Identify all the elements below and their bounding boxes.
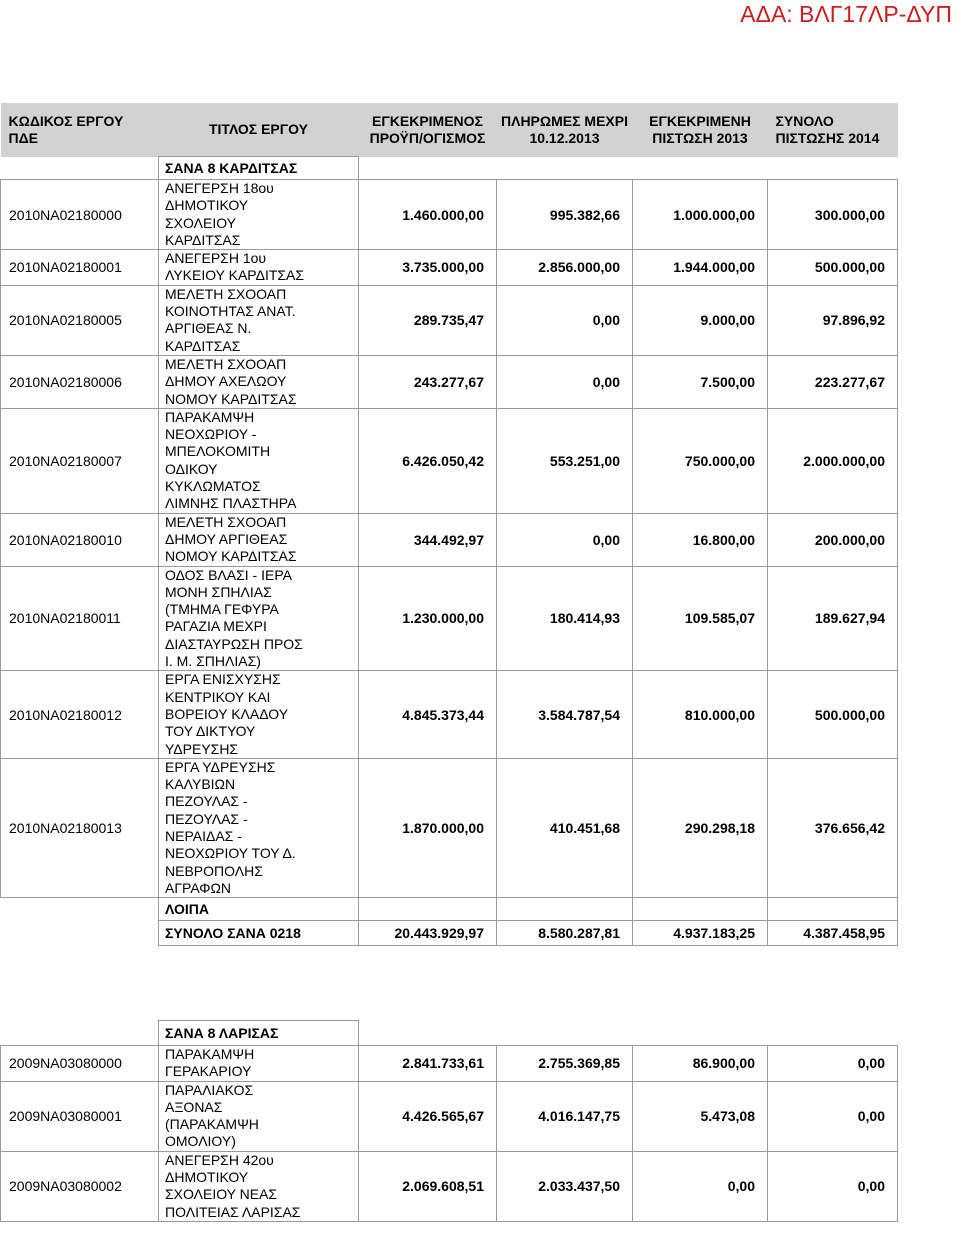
table-row bbox=[1, 408, 898, 513]
other-label: ΛΟΙΠΑ bbox=[159, 898, 359, 921]
header-credit-2013: ΕΓΚΕΚΡΙΜΕΝΗ ΠΙΣΤΩΣΗ 2013 bbox=[633, 103, 768, 157]
project-payments: 2.033.437,50 bbox=[497, 1151, 633, 1221]
table-row bbox=[1, 566, 898, 671]
project-code: 2010ΝΑ02180001 bbox=[1, 250, 159, 286]
project-code: 2010ΝΑ02180013 bbox=[1, 758, 159, 897]
table-row bbox=[1, 1151, 898, 1221]
project-title: ΟΔΟΣ ΒΛΑΣΙ - ΙΕΡΑ ΜΟΝΗ ΣΠΗΛΙΑΣ (ΤΜΗΜΑ ΓΕΦΥΡΑ ΡΑΓΑΖΙΑ ΜΕΧΡΙ ΔΙΑΣΤΑΥΡΩΣΗ ΠΡΟΣ Ι. Μ. ΣΠΗΛΙΑΣ) bbox=[159, 566, 359, 671]
project-payments: 180.414,93 bbox=[497, 566, 633, 671]
project-payments: 0,00 bbox=[497, 513, 633, 566]
project-budget: 2.069.608,51 bbox=[359, 1151, 497, 1221]
project-title: ΑΝΕΓΕΡΣΗ 42ου ΔΗΜΟΤΙΚΟΥ ΣΧΟΛΕΙΟΥ ΝΕΑΣ ΠΟΛΙΤΕΙΑΣ ΛΑΡΙΣΑΣ bbox=[159, 1151, 359, 1221]
project-budget: 289.735,47 bbox=[359, 285, 497, 355]
section-heading-row bbox=[1, 1021, 898, 1046]
project-payments: 0,00 bbox=[497, 355, 633, 408]
project-title: ΜΕΛΕΤΗ ΣΧΟΟΑΠ ΚΟΙΝΟΤΗΤΑΣ ΑΝΑΤ. ΑΡΓΙΘΕΑΣ Ν. ΚΑΡΔΙΤΣΑΣ bbox=[159, 285, 359, 355]
table-row bbox=[1, 250, 898, 286]
project-title: ΠΑΡΑΛΙΑΚΟΣ ΑΞΟΝΑΣ (ΠΑΡΑΚΑΜΨΗ ΟΜΟΛΙΟΥ) bbox=[159, 1081, 359, 1151]
project-credit-2013: 109.585,07 bbox=[633, 566, 768, 671]
project-budget: 3.735.000,00 bbox=[359, 250, 497, 286]
project-total-2014: 189.627,94 bbox=[768, 566, 898, 671]
project-code: 2009ΝΑ03080002 bbox=[1, 1151, 159, 1221]
project-credit-2013: 750.000,00 bbox=[633, 408, 768, 513]
project-budget: 2.841.733,61 bbox=[359, 1046, 497, 1082]
total-payments: 8.580.287,81 bbox=[497, 921, 633, 946]
section-heading: ΣΑΝΑ 8 ΛΑΡΙΣΑΣ bbox=[159, 1021, 359, 1046]
project-title: ΠΑΡΑΚΑΜΨΗ ΝΕΟΧΩΡΙΟΥ - ΜΠΕΛΟΚΟΜΙΤΗ ΟΔΙΚΟΥ ΚΥΚΛΩΜΑΤΟΣ ΛΙΜΝΗΣ ΠΛΑΣΤΗΡΑ bbox=[159, 408, 359, 513]
table-row bbox=[1, 355, 898, 408]
project-payments: 995.382,66 bbox=[497, 180, 633, 250]
header-payments: ΠΛΗΡΩΜΕΣ ΜΕΧΡΙ 10.12.2013 bbox=[497, 103, 633, 157]
project-budget: 1.230.000,00 bbox=[359, 566, 497, 671]
project-total-2014: 300.000,00 bbox=[768, 180, 898, 250]
project-title: ΠΑΡΑΚΑΜΨΗ ΓΕΡΑΚΑΡΙΟΥ bbox=[159, 1046, 359, 1082]
project-budget: 243.277,67 bbox=[359, 355, 497, 408]
project-budget: 344.492,97 bbox=[359, 513, 497, 566]
project-credit-2013: 0,00 bbox=[633, 1151, 768, 1221]
table-row bbox=[1, 1081, 898, 1151]
table-row bbox=[1, 1046, 898, 1082]
ada-stamp: ΑΔΑ: ΒΛΓ17ΛΡ-ΔΥΠ bbox=[740, 1, 952, 27]
project-total-2014: 223.277,67 bbox=[768, 355, 898, 408]
project-payments: 2.755.369,85 bbox=[497, 1046, 633, 1082]
project-total-2014: 2.000.000,00 bbox=[768, 408, 898, 513]
project-code: 2009ΝΑ03080001 bbox=[1, 1081, 159, 1151]
project-payments: 553.251,00 bbox=[497, 408, 633, 513]
project-budget: 1.870.000,00 bbox=[359, 758, 497, 897]
project-payments: 0,00 bbox=[497, 285, 633, 355]
project-payments: 4.016.147,75 bbox=[497, 1081, 633, 1151]
project-code: 2010ΝΑ02180010 bbox=[1, 513, 159, 566]
project-code: 2010ΝΑ02180000 bbox=[1, 180, 159, 250]
project-budget: 4.426.565,67 bbox=[359, 1081, 497, 1151]
section-heading: ΣΑΝΑ 8 ΚΑΡΔΙΤΣΑΣ bbox=[159, 157, 359, 180]
project-title: ΜΕΛΕΤΗ ΣΧΟΟΑΠ ΔΗΜΟΥ ΑΧΕΛΩΟΥ ΝΟΜΟΥ ΚΑΡΔΙΤΣΑΣ bbox=[159, 355, 359, 408]
total-2014: 4.387.458,95 bbox=[768, 921, 898, 946]
project-total-2014: 500.000,00 bbox=[768, 250, 898, 286]
project-code: 2010ΝΑ02180005 bbox=[1, 285, 159, 355]
project-title: ΕΡΓΑ ΥΔΡΕΥΣΗΣ ΚΑΛΥΒΙΩΝ ΠΕΖΟΥΛΑΣ - ΠΕΖΟΥΛΑΣ - ΝΕΡΑΙΔΑΣ - ΝΕΟΧΩΡΙΟΥ ΤΟΥ Δ. ΝΕΒΡΟΠΟΛΗΣ ΑΓΡΑΦΩΝ bbox=[159, 758, 359, 897]
header-total-2014: ΣΥΝΟΛΟ ΠΙΣΤΩΣΗΣ 2014 bbox=[768, 103, 898, 157]
project-title: ΑΝΕΓΕΡΣΗ 18ου ΔΗΜΟΤΙΚΟΥ ΣΧΟΛΕΙΟΥ ΚΑΡΔΙΤΣΑΣ bbox=[159, 180, 359, 250]
project-code: 2009ΝΑ03080000 bbox=[1, 1046, 159, 1082]
total-budget: 20.443.929,97 bbox=[359, 921, 497, 946]
project-total-2014: 97.896,92 bbox=[768, 285, 898, 355]
header-row bbox=[1, 103, 898, 157]
table-row bbox=[1, 180, 898, 250]
project-credit-2013: 290.298,18 bbox=[633, 758, 768, 897]
project-credit-2013: 9.000,00 bbox=[633, 285, 768, 355]
project-code: 2010ΝΑ02180006 bbox=[1, 355, 159, 408]
project-payments: 3.584.787,54 bbox=[497, 671, 633, 758]
project-code: 2010ΝΑ02180012 bbox=[1, 671, 159, 758]
project-total-2014: 0,00 bbox=[768, 1046, 898, 1082]
table-row bbox=[1, 513, 898, 566]
project-title: ΜΕΛΕΤΗ ΣΧΟΟΑΠ ΔΗΜΟΥ ΑΡΓΙΘΕΑΣ ΝΟΜΟΥ ΚΑΡΔΙΤΣΑΣ bbox=[159, 513, 359, 566]
projects-table-karditsa bbox=[0, 103, 898, 946]
project-credit-2013: 5.473,08 bbox=[633, 1081, 768, 1151]
project-total-2014: 500.000,00 bbox=[768, 671, 898, 758]
project-code: 2010ΝΑ02180007 bbox=[1, 408, 159, 513]
project-credit-2013: 7.500,00 bbox=[633, 355, 768, 408]
project-total-2014: 0,00 bbox=[768, 1151, 898, 1221]
header-budget: ΕΓΚΕΚΡΙΜΕΝΟΣ ΠΡΟΫΠ/ΟΓΙΣΜΟΣ bbox=[359, 103, 497, 157]
project-credit-2013: 16.800,00 bbox=[633, 513, 768, 566]
total-row bbox=[1, 921, 898, 946]
project-total-2014: 0,00 bbox=[768, 1081, 898, 1151]
project-total-2014: 200.000,00 bbox=[768, 513, 898, 566]
project-title: ΕΡΓΑ ΕΝΙΣΧΥΣΗΣ ΚΕΝΤΡΙΚΟΥ ΚΑΙ ΒΟΡΕΙΟΥ ΚΛΑΔΟΥ ΤΟΥ ΔΙΚΤΥΟΥ ΥΔΡΕΥΣΗΣ bbox=[159, 671, 359, 758]
project-title: ΑΝΕΓΕΡΣΗ 1ου ΛΥΚΕΙΟΥ ΚΑΡΔΙΤΣΑΣ bbox=[159, 250, 359, 286]
total-credit-2013: 4.937.183,25 bbox=[633, 921, 768, 946]
table-row bbox=[1, 285, 898, 355]
header-title: ΤΙΤΛΟΣ ΕΡΓΟΥ bbox=[159, 103, 359, 157]
header-code: ΚΩΔΙΚΟΣ ΕΡΓΟΥ ΠΔΕ bbox=[1, 103, 159, 157]
table-row bbox=[1, 758, 898, 897]
project-credit-2013: 810.000,00 bbox=[633, 671, 768, 758]
table-row bbox=[1, 671, 898, 758]
projects-table-larisa bbox=[0, 1020, 898, 1222]
section-heading-row bbox=[1, 157, 898, 180]
other-row bbox=[1, 898, 898, 921]
project-payments: 2.856.000,00 bbox=[497, 250, 633, 286]
project-credit-2013: 1.000.000,00 bbox=[633, 180, 768, 250]
project-budget: 4.845.373,44 bbox=[359, 671, 497, 758]
total-label: ΣΥΝΟΛΟ ΣΑΝΑ 0218 bbox=[159, 921, 359, 946]
project-credit-2013: 86.900,00 bbox=[633, 1046, 768, 1082]
project-payments: 410.451,68 bbox=[497, 758, 633, 897]
project-total-2014: 376.656,42 bbox=[768, 758, 898, 897]
project-code: 2010ΝΑ02180011 bbox=[1, 566, 159, 671]
project-credit-2013: 1.944.000,00 bbox=[633, 250, 768, 286]
project-budget: 1.460.000,00 bbox=[359, 180, 497, 250]
project-budget: 6.426.050,42 bbox=[359, 408, 497, 513]
